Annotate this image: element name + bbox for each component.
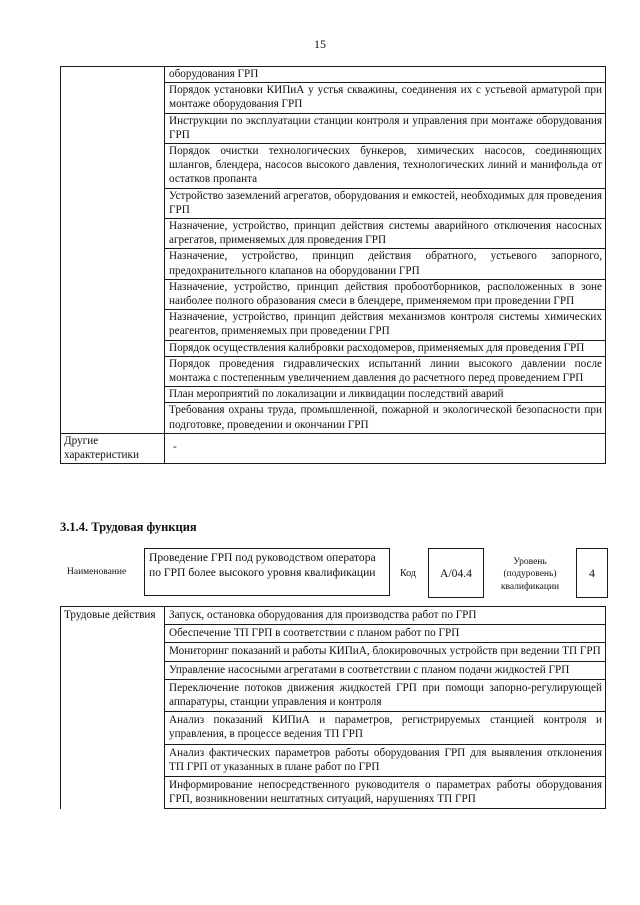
knowledge-item: оборудования ГРП	[165, 67, 606, 83]
name-label: Наименование	[67, 567, 127, 577]
labor-action-item: Запуск, остановка оборудования для производства работ по ГРП	[165, 607, 606, 625]
labor-action-item: Анализ фактических параметров работы оборудования ГРП для выявления отклонения ТП ГРП от указанных в плане работ по ГРП	[165, 744, 606, 776]
level-label: Уровень (подуровень) квалификации	[500, 557, 560, 592]
function-name-box: Проведение ГРП под руководством оператора по ГРП более высокого уровня квалификации	[144, 548, 390, 596]
labor-action-item: Переключение потоков движения жидкостей ГРП при помощи запорно-регулирующей аппаратуры, станции управления и контроля	[165, 679, 606, 711]
labor-actions-table	[60, 606, 606, 809]
knowledge-item: Устройство заземлений агрегатов, оборудования и емкостей, необходимых для проведения ГРП	[165, 188, 606, 218]
empty-label-cell	[61, 67, 165, 434]
labor-actions-table-body	[61, 607, 606, 809]
page-number: 15	[314, 37, 326, 51]
code-label: Код	[400, 568, 416, 579]
knowledge-item: Назначение, устройство, принцип действия обратного, устьевого запорного, предохранительного клапанов на оборудовании ГРП	[165, 249, 606, 279]
labor-action-item: Информирование непосредственного руководителя о параметрах работы оборудования ГРП, возникновении нештатных ситуаций, нарушениях ТП ГРП	[165, 777, 606, 809]
knowledge-table-body	[61, 67, 606, 464]
knowledge-item: Порядок проведения гидравлических испытаний линии высокого давлении после монтажа с постепенным увеличением давления до расчетного перед проведением ГРП	[165, 356, 606, 386]
knowledge-item: Назначение, устройство, принцип действия пробоотборников, расположенных в зоне наиболее полного образования смеси в блендере, применяемом при проведении ГРП	[165, 279, 606, 309]
labor-action-item: Обеспечение ТП ГРП в соответствии с планом работ по ГРП	[165, 625, 606, 643]
table-row	[61, 433, 606, 463]
labor-action-item: Управление насосными агрегатами в соответствии с планом подачи жидкостей ГРП	[165, 661, 606, 679]
other-characteristics-value: -	[165, 433, 606, 463]
section-title: 3.1.4. Трудовая функция	[60, 520, 197, 534]
table-row	[61, 67, 606, 83]
knowledge-item: Требования охраны труда, промышленной, пожарной и экологической безопасности при подготовке, проведении и окончании ГРП	[165, 403, 606, 433]
code-box: А/04.4	[428, 548, 484, 598]
knowledge-item: Назначение, устройство, принцип действия системы аварийного отключения насосных агрегатов, применяемых для проведения ГРП	[165, 219, 606, 249]
knowledge-item: Порядок осуществления калибровки расходомеров, применяемых для проведения ГРП	[165, 340, 606, 356]
knowledge-item: Порядок установки КИПиА у устья скважины, соединения их с устьевой арматурой при монтаже оборудования ГРП	[165, 83, 606, 113]
other-characteristics-label: Другие характеристики	[61, 433, 165, 463]
knowledge-item: Порядок очистки технологических бункеров, химических насосов, соединяющих шлангов, блендера, насосов высокого давления, технологических линий и манифольда от остатков пропанта	[165, 144, 606, 189]
knowledge-item: Назначение, устройство, принцип действия механизмов контроля системы химических реагентов, применяемых при проведении ГРП	[165, 310, 606, 340]
knowledge-item: План мероприятий по локализации и ликвидации последствий аварий	[165, 387, 606, 403]
table-row	[61, 607, 606, 625]
level-box: 4	[576, 548, 608, 598]
labor-actions-label: Трудовые действия	[61, 607, 165, 809]
labor-action-item: Мониторинг показаний и работы КИПиА, блокировочных устройств при ведении ТП ГРП	[165, 643, 606, 661]
knowledge-item: Инструкции по эксплуатации станции контроля и управления при монтаже оборудования ГРП	[165, 113, 606, 143]
knowledge-table	[60, 66, 606, 464]
labor-action-item: Анализ показаний КИПиА и параметров, регистрируемых станцией контроля и управления, в процессе ведения ТП ГРП	[165, 712, 606, 744]
